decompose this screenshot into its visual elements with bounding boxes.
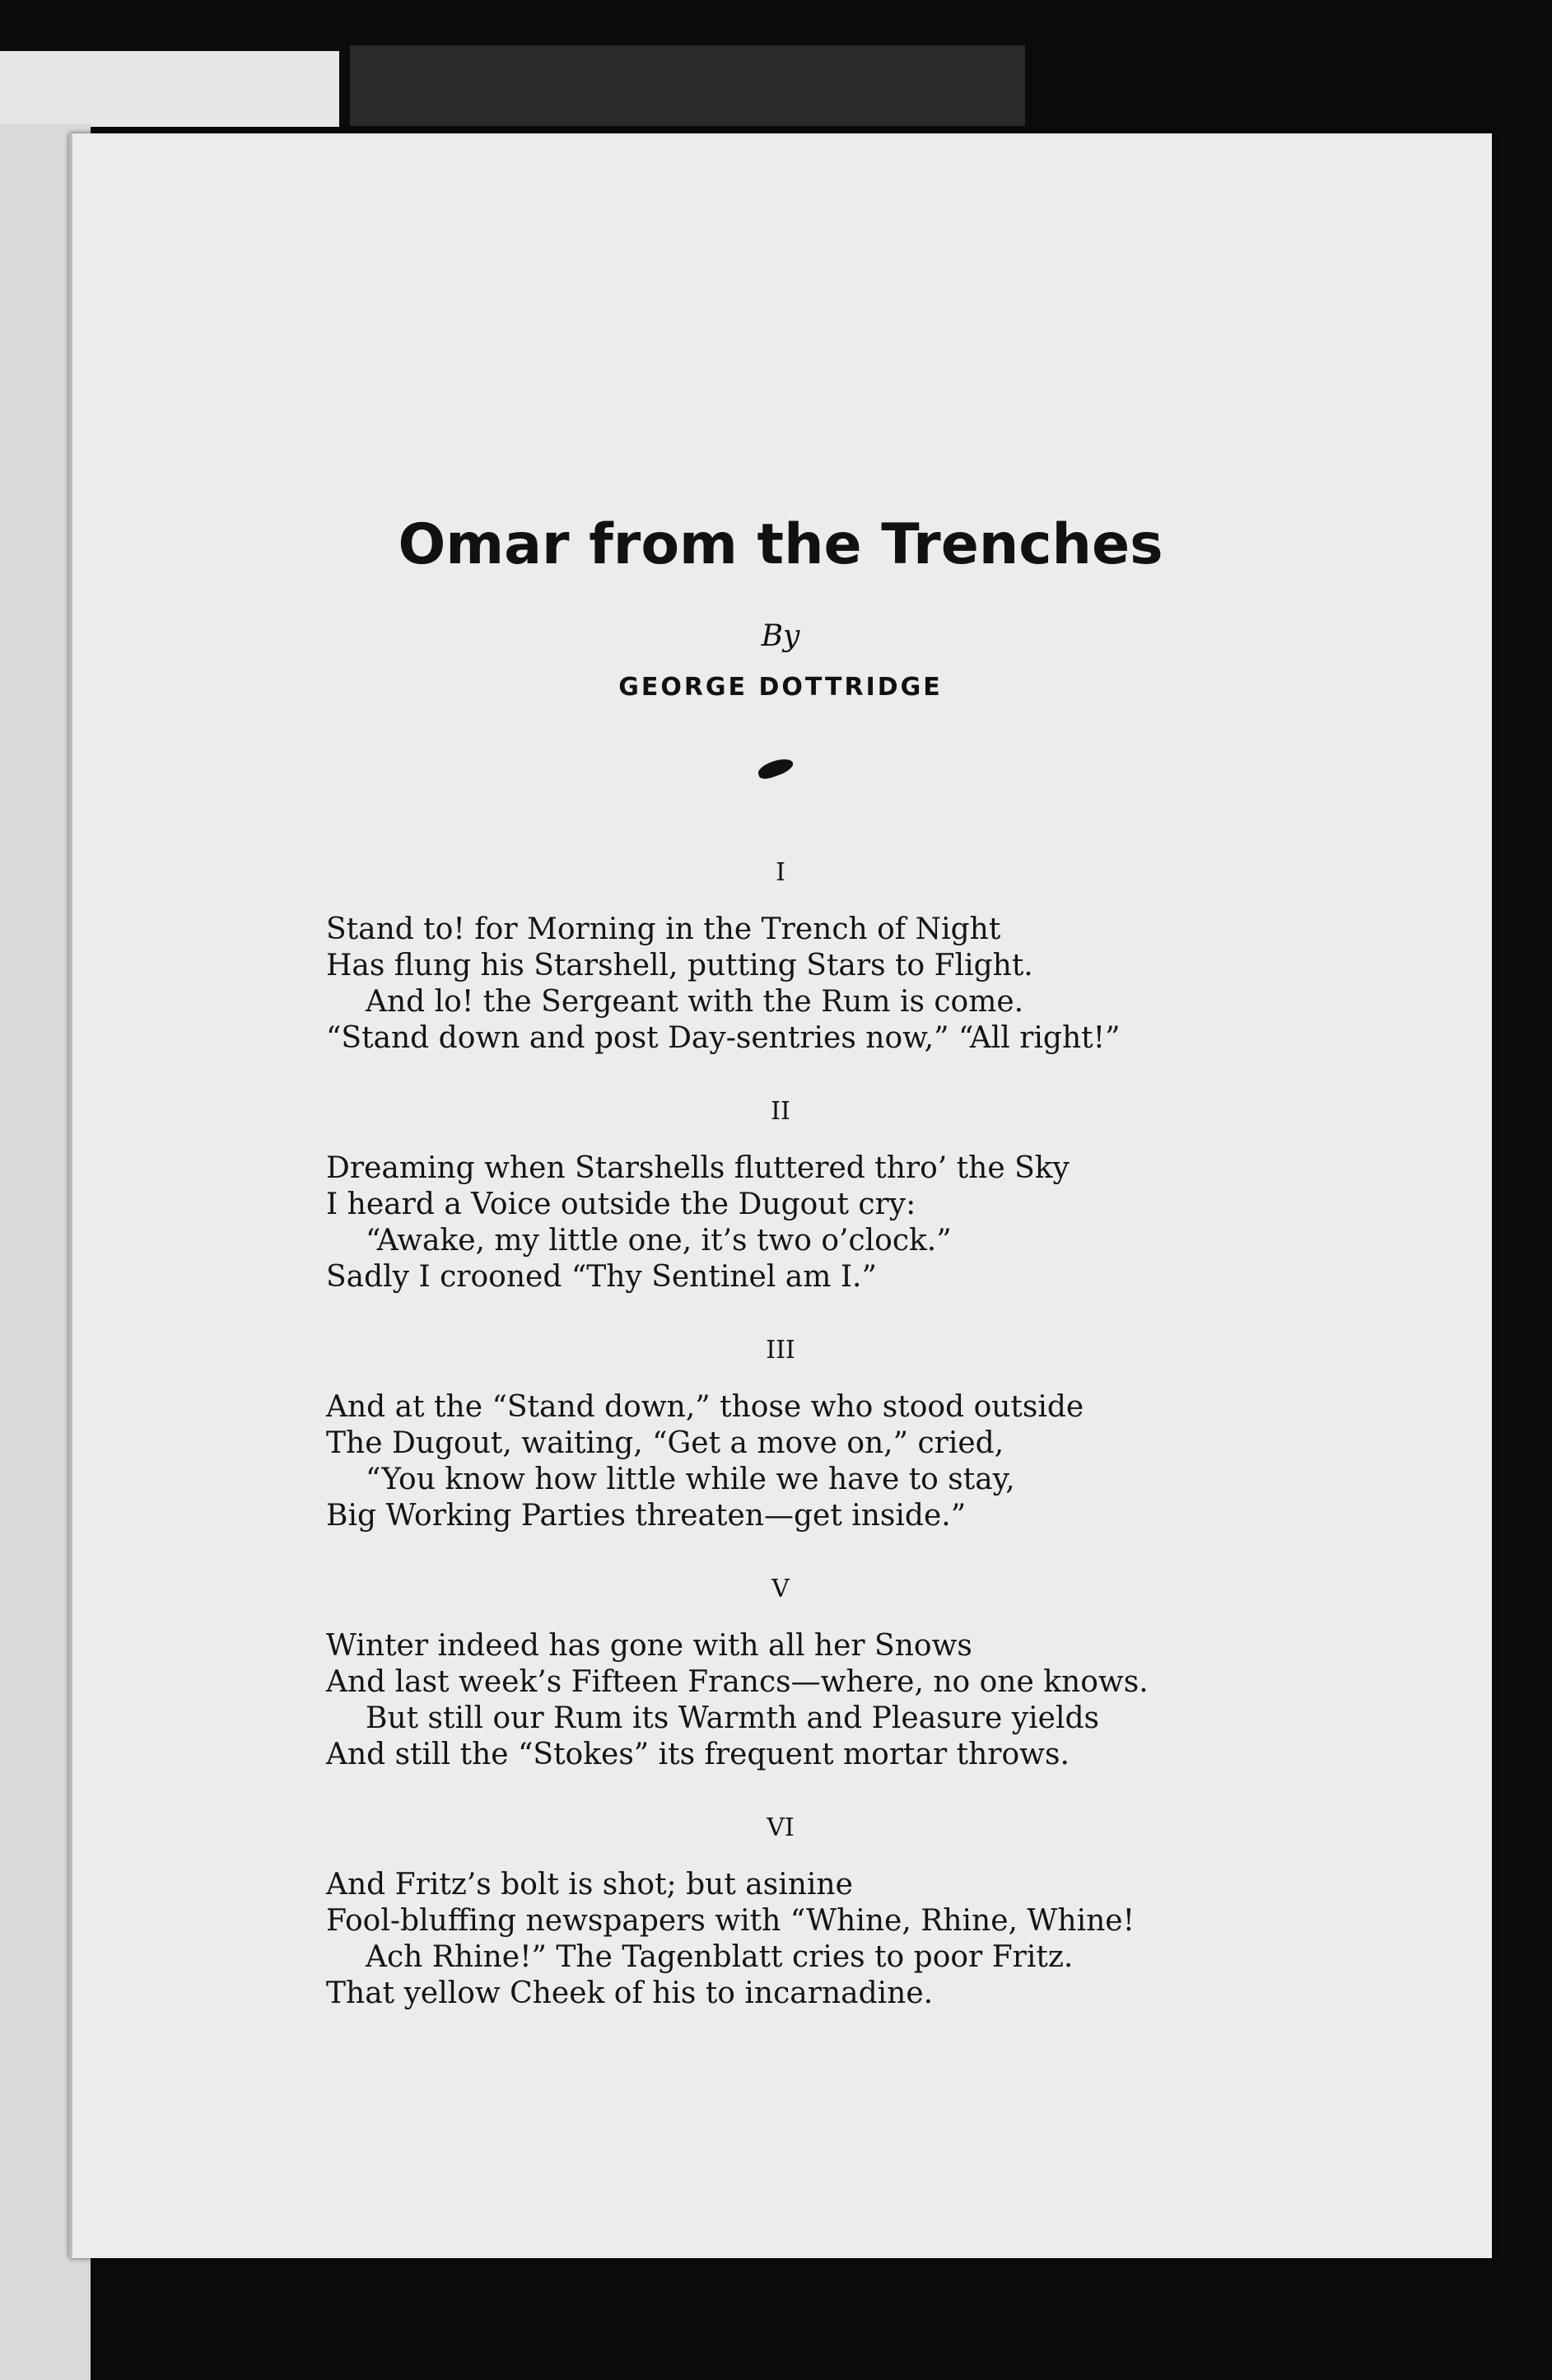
verse-line: “Stand down and post Day-sentries now,” “All right!” bbox=[326, 1021, 1121, 1055]
background-page-edge-top bbox=[0, 51, 339, 127]
verse-line: That yellow Cheek of his to incarnadine. bbox=[326, 1976, 934, 2010]
stanza-numeral: II bbox=[771, 1097, 790, 1126]
verse-line: Ach Rhine!” The Tagenblatt cries to poor Fritz. bbox=[366, 1940, 1074, 1974]
verse-line: And at the “Stand down,” those who stood outside bbox=[326, 1390, 1084, 1424]
leaf-ornament-icon bbox=[756, 755, 795, 782]
stanza bbox=[326, 1097, 1314, 1295]
page-binding-edge bbox=[69, 133, 72, 2258]
verse-line: Winter indeed has gone with all her Snows bbox=[326, 1629, 972, 1663]
background-dark-band bbox=[350, 45, 1025, 126]
stanza-numeral: III bbox=[766, 1336, 795, 1365]
verse-line: Has flung his Starshell, putting Stars to Flight. bbox=[326, 949, 1033, 982]
verse-line: And still the “Stokes” its frequent mortar throws. bbox=[326, 1738, 1070, 1771]
verse-line: And Fritz’s bolt is shot; but asinine bbox=[326, 1868, 853, 1902]
author-name: GEORGE DOTTRIDGE bbox=[618, 673, 943, 702]
stanza bbox=[326, 1575, 1314, 1773]
verse-line: “Awake, my little one, it’s two o’clock.” bbox=[366, 1224, 952, 1258]
verse-line: Fool-bluffing newspapers with “Whine, Rhine, Whine! bbox=[326, 1904, 1135, 1938]
verse-line: Sadly I crooned “Thy Sentinel am I.” bbox=[326, 1260, 877, 1294]
verse-line: “You know how little while we have to stay, bbox=[366, 1463, 1015, 1496]
verse-line: Dreaming when Starshells fluttered thro’ the Sky bbox=[326, 1151, 1070, 1185]
verse-line: But still our Rum its Warmth and Pleasure yields bbox=[366, 1701, 1099, 1735]
book-page bbox=[69, 133, 1492, 2258]
stanza-numeral: I bbox=[776, 858, 785, 887]
verse-line: Big Working Parties threaten—get inside.” bbox=[326, 1499, 967, 1533]
stanza bbox=[326, 1336, 1314, 1534]
stanza-numeral: V bbox=[771, 1575, 790, 1603]
stanza bbox=[326, 1813, 1314, 2012]
verse-line: And last week’s Fifteen Francs—where, no one knows. bbox=[326, 1665, 1149, 1699]
poem-title: Omar from the Trenches bbox=[398, 512, 1163, 577]
verse-line: I heard a Voice outside the Dugout cry: bbox=[326, 1188, 916, 1221]
verse-line: Stand to! for Morning in the Trench of Night bbox=[326, 912, 1001, 946]
verse-line: The Dugout, waiting, “Get a move on,” cried, bbox=[326, 1426, 1004, 1460]
verse-line: And lo! the Sergeant with the Rum is come. bbox=[366, 985, 1024, 1019]
stanza bbox=[326, 858, 1314, 1057]
byline: By bbox=[761, 619, 800, 653]
stanza-numeral: VI bbox=[767, 1813, 795, 1842]
